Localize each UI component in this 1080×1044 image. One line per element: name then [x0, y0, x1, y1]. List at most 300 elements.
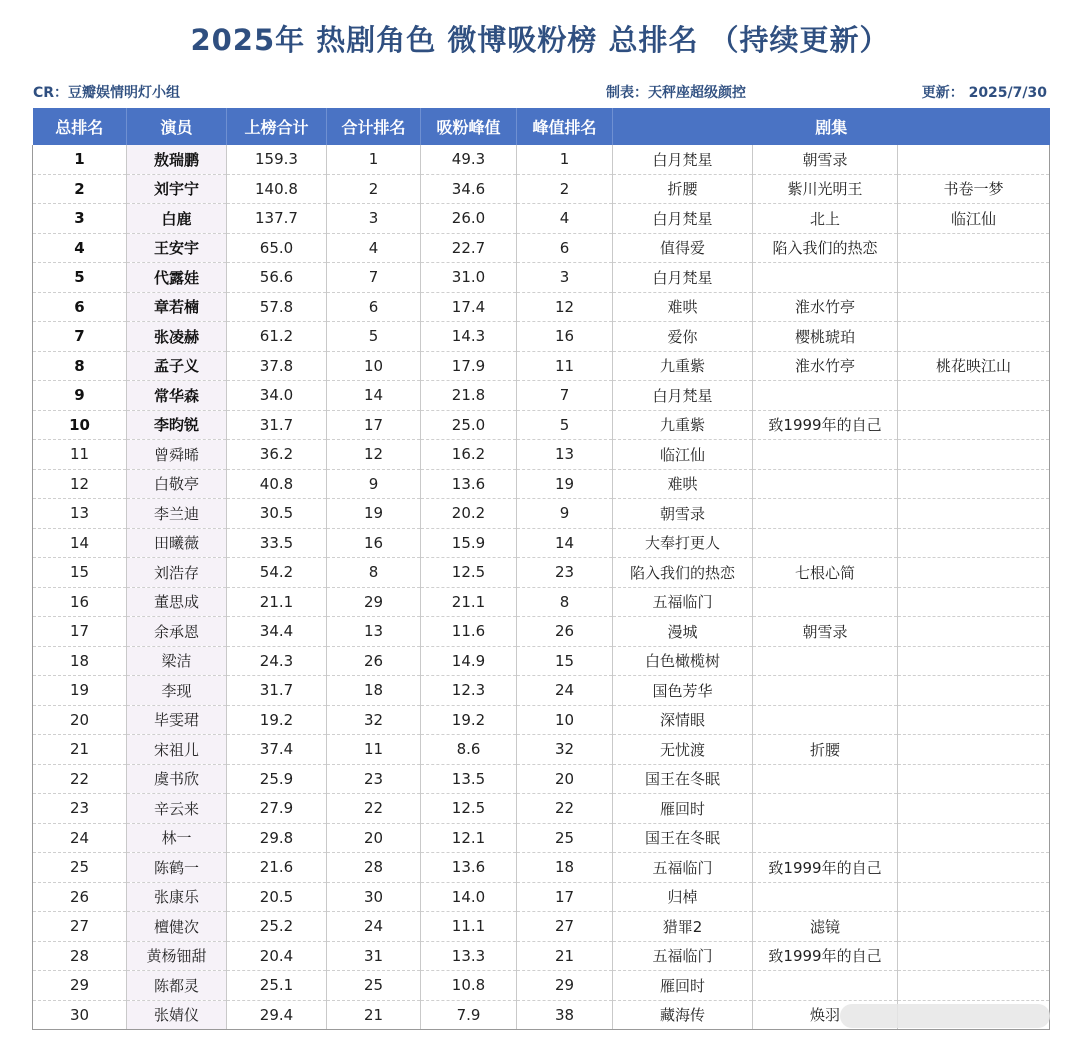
- drama-cell-1: 临江仙: [613, 440, 753, 470]
- total-rank-cell: 20: [327, 823, 421, 853]
- drama-cell-3: [898, 587, 1050, 617]
- actor-cell: 敖瑞鹏: [127, 145, 227, 174]
- total-cell: 30.5: [227, 499, 327, 529]
- drama-cell-2: 紫川光明王: [753, 174, 898, 204]
- table-row: [33, 528, 1050, 558]
- total-rank-cell: 24: [327, 912, 421, 942]
- rank-cell: 17: [33, 617, 127, 647]
- peak-cell: 14.0: [421, 882, 517, 912]
- table-row: [33, 292, 1050, 322]
- table-row: [33, 351, 1050, 381]
- drama-cell-2: [753, 971, 898, 1001]
- drama-cell-3: [898, 764, 1050, 794]
- total-rank-cell: 17: [327, 410, 421, 440]
- total-rank-cell: 6: [327, 292, 421, 322]
- table-row: [33, 853, 1050, 883]
- peak-cell: 14.9: [421, 646, 517, 676]
- drama-cell-2: 淮水竹亭: [753, 292, 898, 322]
- drama-cell-1: 折腰: [613, 174, 753, 204]
- rank-cell: 18: [33, 646, 127, 676]
- drama-cell-3: [898, 705, 1050, 735]
- drama-cell-1: 漫城: [613, 617, 753, 647]
- peak-cell: 21.8: [421, 381, 517, 411]
- total-rank-cell: 2: [327, 174, 421, 204]
- credit-label: CR：豆瓣娱情明灯小组: [33, 85, 181, 101]
- total-cell: 37.4: [227, 735, 327, 765]
- peak-rank-cell: 23: [517, 558, 613, 588]
- actor-cell: 刘宇宁: [127, 174, 227, 204]
- peak-cell: 7.9: [421, 1000, 517, 1030]
- peak-cell: 12.5: [421, 558, 517, 588]
- header-overall-rank: 总排名: [33, 108, 127, 145]
- actor-cell: 李兰迪: [127, 499, 227, 529]
- peak-cell: 12.3: [421, 676, 517, 706]
- drama-cell-1: 难哄: [613, 469, 753, 499]
- rank-cell: 26: [33, 882, 127, 912]
- actor-cell: 常华森: [127, 381, 227, 411]
- peak-cell: 12.1: [421, 823, 517, 853]
- peak-cell: 13.6: [421, 853, 517, 883]
- peak-cell: 13.3: [421, 941, 517, 971]
- peak-rank-cell: 4: [517, 204, 613, 234]
- total-cell: 24.3: [227, 646, 327, 676]
- peak-rank-cell: 26: [517, 617, 613, 647]
- total-cell: 61.2: [227, 322, 327, 352]
- drama-cell-3: [898, 558, 1050, 588]
- table-row: [33, 705, 1050, 735]
- total-rank-cell: 32: [327, 705, 421, 735]
- table-row: [33, 440, 1050, 470]
- drama-cell-2: [753, 676, 898, 706]
- total-rank-cell: 21: [327, 1000, 421, 1030]
- actor-cell: 田曦薇: [127, 528, 227, 558]
- total-cell: 37.8: [227, 351, 327, 381]
- total-rank-cell: 16: [327, 528, 421, 558]
- peak-rank-cell: 24: [517, 676, 613, 706]
- peak-cell: 13.5: [421, 764, 517, 794]
- drama-cell-2: [753, 882, 898, 912]
- total-cell: 20.5: [227, 882, 327, 912]
- drama-cell-2: [753, 794, 898, 824]
- total-rank-cell: 26: [327, 646, 421, 676]
- drama-cell-1: 白月梵星: [613, 381, 753, 411]
- drama-cell-2: [753, 823, 898, 853]
- total-rank-cell: 3: [327, 204, 421, 234]
- table-row: [33, 912, 1050, 942]
- drama-cell-3: [898, 735, 1050, 765]
- total-cell: 65.0: [227, 233, 327, 263]
- peak-rank-cell: 29: [517, 971, 613, 1001]
- table-row: [33, 322, 1050, 352]
- peak-cell: 11.6: [421, 617, 517, 647]
- table-row: [33, 204, 1050, 234]
- table-header-row: [33, 108, 1050, 145]
- total-rank-cell: 18: [327, 676, 421, 706]
- rank-cell: 5: [33, 263, 127, 293]
- peak-cell: 14.3: [421, 322, 517, 352]
- rank-cell: 13: [33, 499, 127, 529]
- header-drama: 剧集: [613, 108, 1050, 145]
- drama-cell-3: 临江仙: [898, 204, 1050, 234]
- peak-cell: 20.2: [421, 499, 517, 529]
- drama-cell-3: [898, 263, 1050, 293]
- peak-rank-cell: 11: [517, 351, 613, 381]
- total-rank-cell: 29: [327, 587, 421, 617]
- rank-cell: 1: [33, 145, 127, 174]
- total-cell: 159.3: [227, 145, 327, 174]
- drama-cell-1: 五福临门: [613, 587, 753, 617]
- peak-cell: 31.0: [421, 263, 517, 293]
- actor-cell: 白敬亭: [127, 469, 227, 499]
- total-cell: 36.2: [227, 440, 327, 470]
- total-cell: 29.4: [227, 1000, 327, 1030]
- peak-rank-cell: 21: [517, 941, 613, 971]
- actor-cell: 刘浩存: [127, 558, 227, 588]
- total-cell: 21.6: [227, 853, 327, 883]
- total-rank-cell: 9: [327, 469, 421, 499]
- drama-cell-3: [898, 646, 1050, 676]
- drama-cell-2: 折腰: [753, 735, 898, 765]
- rank-cell: 27: [33, 912, 127, 942]
- total-rank-cell: 4: [327, 233, 421, 263]
- peak-rank-cell: 2: [517, 174, 613, 204]
- drama-cell-3: [898, 410, 1050, 440]
- peak-cell: 25.0: [421, 410, 517, 440]
- peak-cell: 15.9: [421, 528, 517, 558]
- rank-cell: 11: [33, 440, 127, 470]
- header-total-rank: 合计排名: [327, 108, 421, 145]
- drama-cell-1: 国色芳华: [613, 676, 753, 706]
- drama-cell-1: 白月梵星: [613, 145, 753, 174]
- drama-cell-1: 白月梵星: [613, 263, 753, 293]
- drama-cell-3: [898, 882, 1050, 912]
- drama-cell-2: [753, 764, 898, 794]
- table-row: [33, 823, 1050, 853]
- actor-cell: 余承恩: [127, 617, 227, 647]
- actor-cell: 张婧仪: [127, 1000, 227, 1030]
- drama-cell-2: 朝雪录: [753, 145, 898, 174]
- actor-cell: 陈都灵: [127, 971, 227, 1001]
- peak-cell: 17.4: [421, 292, 517, 322]
- actor-cell: 代露娃: [127, 263, 227, 293]
- rank-cell: 8: [33, 351, 127, 381]
- actor-cell: 宋祖儿: [127, 735, 227, 765]
- actor-cell: 曾舜晞: [127, 440, 227, 470]
- drama-cell-1: 爱你: [613, 322, 753, 352]
- drama-cell-3: [898, 912, 1050, 942]
- drama-cell-2: 致1999年的自己: [753, 410, 898, 440]
- total-rank-cell: 28: [327, 853, 421, 883]
- peak-rank-cell: 1: [517, 145, 613, 174]
- total-cell: 140.8: [227, 174, 327, 204]
- drama-cell-3: 桃花映江山: [898, 351, 1050, 381]
- update-date-label: 更新： 2025/7/30: [921, 85, 1047, 101]
- drama-cell-3: [898, 941, 1050, 971]
- watermark: [840, 1004, 1050, 1028]
- drama-cell-3: [898, 823, 1050, 853]
- peak-rank-cell: 6: [517, 233, 613, 263]
- rank-cell: 12: [33, 469, 127, 499]
- table-row: [33, 587, 1050, 617]
- drama-cell-3: [898, 440, 1050, 470]
- rank-cell: 14: [33, 528, 127, 558]
- drama-cell-1: 雁回时: [613, 971, 753, 1001]
- total-cell: 40.8: [227, 469, 327, 499]
- total-cell: 33.5: [227, 528, 327, 558]
- drama-cell-2: 焕羽: [753, 1000, 898, 1030]
- total-cell: 21.1: [227, 587, 327, 617]
- rank-cell: 9: [33, 381, 127, 411]
- rank-cell: 7: [33, 322, 127, 352]
- actor-cell: 孟子义: [127, 351, 227, 381]
- drama-cell-3: [898, 292, 1050, 322]
- table-row: [33, 174, 1050, 204]
- drama-cell-2: [753, 381, 898, 411]
- total-cell: 31.7: [227, 676, 327, 706]
- peak-rank-cell: 20: [517, 764, 613, 794]
- rank-cell: 6: [33, 292, 127, 322]
- actor-cell: 张凌赫: [127, 322, 227, 352]
- actor-cell: 章若楠: [127, 292, 227, 322]
- rank-cell: 15: [33, 558, 127, 588]
- total-cell: 27.9: [227, 794, 327, 824]
- peak-rank-cell: 7: [517, 381, 613, 411]
- header-total: 上榜合计: [227, 108, 327, 145]
- table-row: [33, 263, 1050, 293]
- table-row: [33, 469, 1050, 499]
- actor-cell: 辛云来: [127, 794, 227, 824]
- peak-rank-cell: 13: [517, 440, 613, 470]
- drama-cell-3: [898, 145, 1050, 174]
- total-rank-cell: 13: [327, 617, 421, 647]
- drama-cell-1: 朝雪录: [613, 499, 753, 529]
- table-row: [33, 410, 1050, 440]
- table-row: [33, 735, 1050, 765]
- drama-cell-2: 陷入我们的热恋: [753, 233, 898, 263]
- drama-cell-1: 白月梵星: [613, 204, 753, 234]
- total-rank-cell: 7: [327, 263, 421, 293]
- table-row: [33, 764, 1050, 794]
- total-cell: 29.8: [227, 823, 327, 853]
- peak-rank-cell: 25: [517, 823, 613, 853]
- peak-rank-cell: 32: [517, 735, 613, 765]
- peak-rank-cell: 15: [517, 646, 613, 676]
- drama-cell-3: [898, 381, 1050, 411]
- peak-cell: 26.0: [421, 204, 517, 234]
- rank-cell: 2: [33, 174, 127, 204]
- drama-cell-3: [898, 322, 1050, 352]
- peak-rank-cell: 10: [517, 705, 613, 735]
- rank-cell: 24: [33, 823, 127, 853]
- drama-cell-3: [898, 794, 1050, 824]
- drama-cell-2: 七根心简: [753, 558, 898, 588]
- drama-cell-1: 国王在冬眠: [613, 823, 753, 853]
- peak-cell: 16.2: [421, 440, 517, 470]
- drama-cell-1: 雁回时: [613, 794, 753, 824]
- rank-cell: 16: [33, 587, 127, 617]
- total-cell: 56.6: [227, 263, 327, 293]
- drama-cell-1: 陷入我们的热恋: [613, 558, 753, 588]
- drama-cell-2: 北上: [753, 204, 898, 234]
- table-row: [33, 145, 1050, 174]
- peak-cell: 21.1: [421, 587, 517, 617]
- peak-cell: 10.8: [421, 971, 517, 1001]
- peak-rank-cell: 9: [517, 499, 613, 529]
- drama-cell-2: [753, 469, 898, 499]
- drama-cell-3: [898, 853, 1050, 883]
- actor-cell: 李现: [127, 676, 227, 706]
- total-rank-cell: 31: [327, 941, 421, 971]
- drama-cell-3: [898, 233, 1050, 263]
- peak-cell: 17.9: [421, 351, 517, 381]
- rank-cell: 29: [33, 971, 127, 1001]
- peak-cell: 8.6: [421, 735, 517, 765]
- total-rank-cell: 23: [327, 764, 421, 794]
- table-row: [33, 941, 1050, 971]
- drama-cell-1: 值得爱: [613, 233, 753, 263]
- drama-cell-1: 猎罪2: [613, 912, 753, 942]
- table-row: [33, 794, 1050, 824]
- peak-cell: 13.6: [421, 469, 517, 499]
- table-row: [33, 499, 1050, 529]
- total-rank-cell: 12: [327, 440, 421, 470]
- total-cell: 34.0: [227, 381, 327, 411]
- actor-cell: 陈鹤一: [127, 853, 227, 883]
- table-row: [33, 646, 1050, 676]
- table-row: [33, 676, 1050, 706]
- total-rank-cell: 11: [327, 735, 421, 765]
- peak-rank-cell: 19: [517, 469, 613, 499]
- drama-cell-3: [898, 469, 1050, 499]
- total-rank-cell: 30: [327, 882, 421, 912]
- rank-cell: 28: [33, 941, 127, 971]
- maker-label: 制表：天秤座超级颜控: [606, 85, 746, 101]
- peak-rank-cell: 5: [517, 410, 613, 440]
- drama-cell-2: 致1999年的自己: [753, 941, 898, 971]
- rank-cell: 30: [33, 1000, 127, 1030]
- drama-cell-1: 藏海传: [613, 1000, 753, 1030]
- table-row: [33, 558, 1050, 588]
- peak-cell: 12.5: [421, 794, 517, 824]
- actor-cell: 檀健次: [127, 912, 227, 942]
- drama-cell-1: 白色橄榄树: [613, 646, 753, 676]
- drama-cell-2: 朝雪录: [753, 617, 898, 647]
- peak-rank-cell: 12: [517, 292, 613, 322]
- drama-cell-1: 九重紫: [613, 410, 753, 440]
- rank-cell: 4: [33, 233, 127, 263]
- peak-cell: 11.1: [421, 912, 517, 942]
- total-cell: 25.1: [227, 971, 327, 1001]
- total-rank-cell: 10: [327, 351, 421, 381]
- rank-cell: 25: [33, 853, 127, 883]
- drama-cell-3: [898, 499, 1050, 529]
- total-rank-cell: 19: [327, 499, 421, 529]
- peak-cell: 49.3: [421, 145, 517, 174]
- total-cell: 34.4: [227, 617, 327, 647]
- actor-cell: 林一: [127, 823, 227, 853]
- peak-cell: 22.7: [421, 233, 517, 263]
- table-row: [33, 882, 1050, 912]
- drama-cell-3: 书卷一梦: [898, 174, 1050, 204]
- peak-rank-cell: 16: [517, 322, 613, 352]
- actor-cell: 王安宇: [127, 233, 227, 263]
- peak-rank-cell: 17: [517, 882, 613, 912]
- total-cell: 20.4: [227, 941, 327, 971]
- drama-cell-2: [753, 705, 898, 735]
- peak-rank-cell: 14: [517, 528, 613, 558]
- peak-rank-cell: 22: [517, 794, 613, 824]
- rank-cell: 3: [33, 204, 127, 234]
- table-row: [33, 971, 1050, 1001]
- total-cell: 57.8: [227, 292, 327, 322]
- total-rank-cell: 5: [327, 322, 421, 352]
- total-rank-cell: 8: [327, 558, 421, 588]
- drama-cell-1: 国王在冬眠: [613, 764, 753, 794]
- drama-cell-1: 无忧渡: [613, 735, 753, 765]
- drama-cell-1: 大奉打更人: [613, 528, 753, 558]
- peak-rank-cell: 3: [517, 263, 613, 293]
- rank-cell: 20: [33, 705, 127, 735]
- drama-cell-1: 五福临门: [613, 941, 753, 971]
- rank-cell: 22: [33, 764, 127, 794]
- drama-cell-2: 樱桃琥珀: [753, 322, 898, 352]
- total-rank-cell: 22: [327, 794, 421, 824]
- drama-cell-2: 淮水竹亭: [753, 351, 898, 381]
- total-rank-cell: 1: [327, 145, 421, 174]
- drama-cell-1: 难哄: [613, 292, 753, 322]
- header-actor: 演员: [127, 108, 227, 145]
- drama-cell-1: 五福临门: [613, 853, 753, 883]
- drama-cell-3: [898, 617, 1050, 647]
- drama-cell-2: [753, 587, 898, 617]
- drama-cell-1: 九重紫: [613, 351, 753, 381]
- actor-cell: 白鹿: [127, 204, 227, 234]
- table-row: [33, 381, 1050, 411]
- drama-cell-3: [898, 528, 1050, 558]
- peak-cell: 19.2: [421, 705, 517, 735]
- drama-cell-2: [753, 440, 898, 470]
- rank-cell: 10: [33, 410, 127, 440]
- total-cell: 19.2: [227, 705, 327, 735]
- total-cell: 25.9: [227, 764, 327, 794]
- rank-cell: 23: [33, 794, 127, 824]
- header-peak-rank: 峰值排名: [517, 108, 613, 145]
- peak-cell: 34.6: [421, 174, 517, 204]
- actor-cell: 梁洁: [127, 646, 227, 676]
- ranking-table: [32, 108, 1050, 1030]
- drama-cell-2: [753, 263, 898, 293]
- drama-cell-2: 滤镜: [753, 912, 898, 942]
- total-cell: 137.7: [227, 204, 327, 234]
- table-row: [33, 233, 1050, 263]
- peak-rank-cell: 8: [517, 587, 613, 617]
- total-rank-cell: 25: [327, 971, 421, 1001]
- drama-cell-2: [753, 646, 898, 676]
- total-cell: 25.2: [227, 912, 327, 942]
- actor-cell: 黄杨钿甜: [127, 941, 227, 971]
- drama-cell-2: [753, 528, 898, 558]
- peak-rank-cell: 38: [517, 1000, 613, 1030]
- drama-cell-3: [898, 971, 1050, 1001]
- drama-cell-2: 致1999年的自己: [753, 853, 898, 883]
- actor-cell: 李昀锐: [127, 410, 227, 440]
- header-peak: 吸粉峰值: [421, 108, 517, 145]
- drama-cell-1: 归棹: [613, 882, 753, 912]
- actor-cell: 董思成: [127, 587, 227, 617]
- peak-rank-cell: 27: [517, 912, 613, 942]
- rank-cell: 19: [33, 676, 127, 706]
- page-title: 2025年 热剧角色 微博吸粉榜 总排名 （持续更新）: [190, 23, 890, 57]
